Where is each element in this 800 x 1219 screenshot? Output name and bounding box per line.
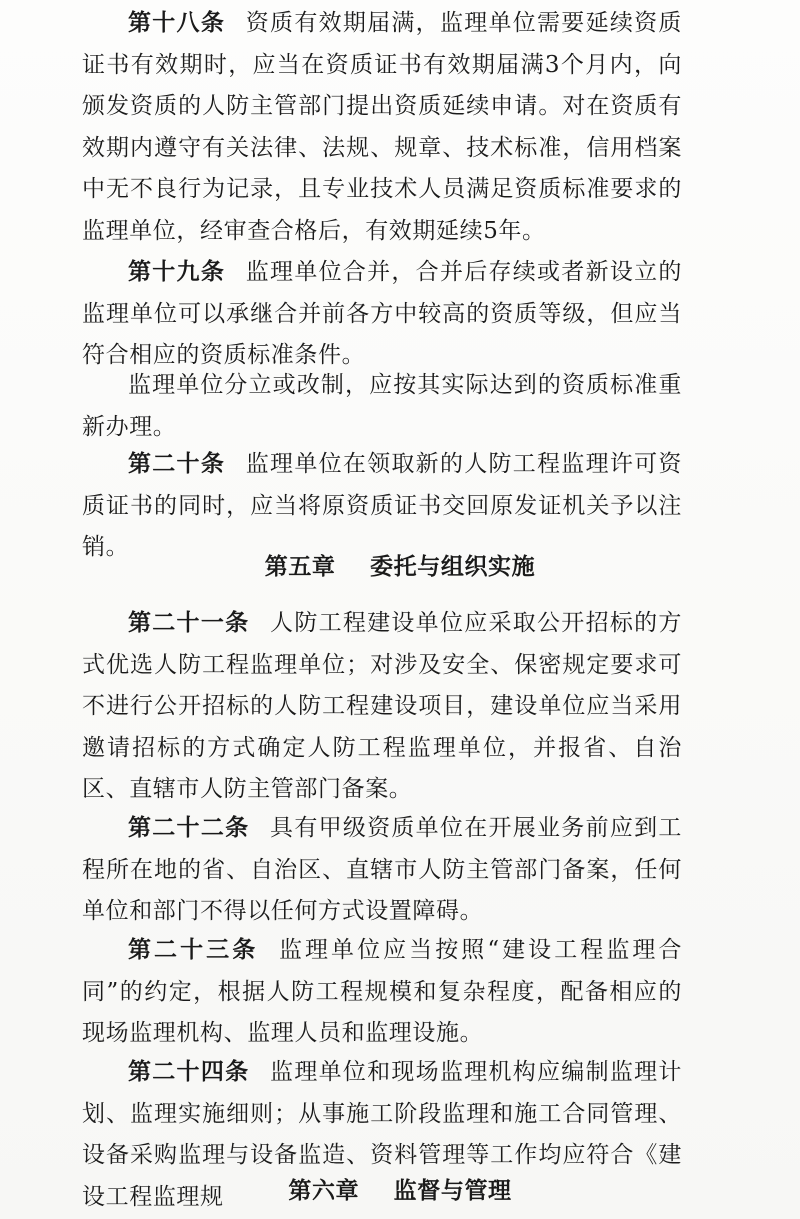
- article-text: 监理单位在领取新的人防工程监理许可资质证书的同时，应当将原资质证书交回原发证机关予以注销。: [82, 451, 682, 560]
- article-19-continuation: [82, 365, 682, 448]
- article-label: 第二十二条: [128, 815, 250, 841]
- article-label: 第二十四条: [128, 1059, 250, 1085]
- article-text: 监理单位合并，合并后存续或者新设立的监理单位可以承继合并前各方中较高的资质等级，但应当符合相应的资质标准条件。: [82, 259, 682, 368]
- article-text: 人防工程建设单位应采取公开招标的方式优选人防工程监理单位；对涉及安全、保密规定要求可不进行公开招标的人防工程建设项目，建设单位应当采用邀请招标的方式确定人防工程监理单位，并报省、自治区、直辖市人防主管部门备案。: [82, 610, 682, 802]
- article-23: [82, 930, 682, 1055]
- article-label: 第二十三条: [128, 937, 259, 963]
- article-text: 监理单位和现场监理机构应编制监理计划、监理实施细则；从事施工阶段监理和施工合同管理、设备采购监理与设备监造、资料管理等工作均应符合《建设工程监理规: [82, 1059, 682, 1210]
- chapter-number: 第五章: [264, 554, 336, 580]
- article-label: 第十八条: [128, 10, 226, 36]
- article-19: [82, 252, 682, 377]
- article-text: 监理单位分立或改制，应按其实际达到的资质标准重新办理。: [82, 372, 682, 440]
- article-label: 第二十条: [128, 451, 226, 477]
- article-21: [82, 603, 682, 811]
- article-label: 第二十一条: [128, 610, 250, 636]
- chapter-heading-5: [0, 547, 800, 587]
- chapter-title: 委托与组织实施: [370, 554, 536, 580]
- article-18: [82, 3, 682, 252]
- chapter-number: 第六章: [288, 1178, 360, 1204]
- article-22: [82, 808, 682, 933]
- article-text: 资质有效期届满，监理单位需要延续资质证书有效期时，应当在资质证书有效期届满3个月内，向颁发资质的人防主管部门提出资质延续申请。对在资质有效期内遵守有关法律、法规、规章、技术标准，信用档案中无不良行为记录，且专业技术人员满足资质标准要求的监理单位，经审查合格后，有效期延续5年。: [82, 10, 682, 244]
- article-text: 监理单位应当按照“建设工程监理合同”的约定，根据人防工程规模和复杂程度，配备相应的现场监理机构、监理人员和监理设施。: [82, 937, 683, 1046]
- chapter-title: 监督与管理: [393, 1178, 512, 1204]
- article-label: 第十九条: [128, 259, 226, 285]
- chapter-heading-6: [0, 1171, 800, 1211]
- article-text: 具有甲级资质单位在开展业务前应到工程所在地的省、自治区、直辖市人防主管部门备案，任何单位和部门不得以任何方式设置障碍。: [82, 815, 682, 924]
